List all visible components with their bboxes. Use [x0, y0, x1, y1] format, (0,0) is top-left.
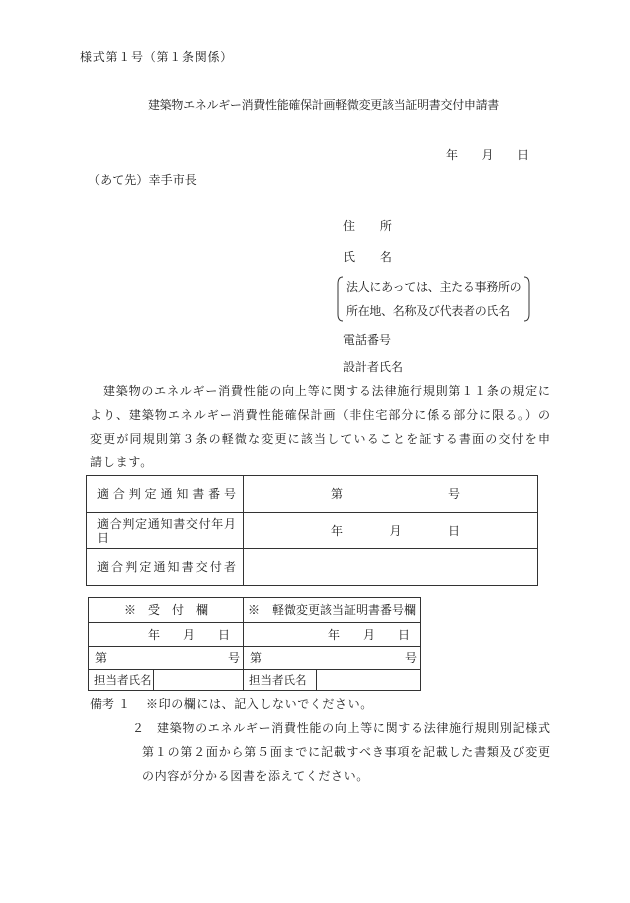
- reception-date-field: [148, 628, 230, 642]
- date-year-label: 年: [331, 523, 344, 538]
- date-month-label: 月: [182, 627, 195, 642]
- number-prefix: 第: [250, 651, 263, 665]
- note-number: １: [118, 697, 131, 711]
- date-year-label: 年: [446, 148, 459, 162]
- phone-label: 電話番号: [343, 333, 392, 347]
- notice-number-label-cell: [87, 476, 244, 513]
- reception-number-field: [89, 651, 243, 665]
- reception-number-cell: [89, 647, 244, 670]
- notice-number-field: [331, 487, 460, 501]
- note-number: ２: [132, 721, 145, 735]
- number-suffix: 号: [228, 651, 241, 665]
- notice-date-value-cell: [244, 513, 538, 549]
- note-text-line: の内容が分かる図書を添えてください。: [142, 769, 369, 783]
- date-day-label: 日: [516, 148, 529, 162]
- applicant-name-label: 氏 名: [343, 250, 393, 264]
- number-suffix: 号: [447, 487, 460, 501]
- date-day-label: 日: [447, 523, 460, 538]
- notice-date-label: 適合判定通知書交付年月日: [97, 516, 236, 545]
- office-header-row: [89, 598, 421, 623]
- notice-number-value-cell: [244, 476, 538, 513]
- applicant-address-label: 住 所: [343, 219, 393, 233]
- form-number: 様式第１号（第１条関係）: [80, 50, 234, 64]
- notice-issuer-row: [87, 549, 538, 586]
- designer-name-label: 設計者氏名: [343, 360, 404, 374]
- certificate-number-cell: [244, 647, 421, 670]
- note-text-line: ※印の欄には、記入しないでください。: [146, 697, 373, 711]
- certificate-staff-value-cell: [317, 670, 421, 691]
- notice-number-row: [87, 476, 538, 513]
- certificate-date-field: [328, 628, 410, 642]
- application-date: [446, 148, 529, 162]
- reception-staff-value-cell: [154, 670, 244, 691]
- date-year-label: 年: [328, 627, 341, 642]
- body-text-line: 請します。: [90, 455, 154, 469]
- office-date-row: [89, 623, 421, 647]
- office-staff-row: [89, 670, 421, 691]
- date-month-label: 月: [481, 148, 494, 162]
- date-day-label: 日: [217, 627, 230, 642]
- notice-issuer-label-cell: [87, 549, 244, 586]
- notes-heading: 備考: [90, 697, 115, 711]
- date-year-label: 年: [148, 627, 161, 642]
- date-day-label: 日: [397, 627, 410, 642]
- notice-issuer-value-cell: [244, 549, 538, 586]
- body-text-line: 変更が同規則第３条の軽微な変更に該当していることを証する書面の交付を申: [90, 432, 550, 446]
- date-month-label: 月: [363, 627, 376, 642]
- corporate-note-line: 法人にあっては、主たる事務所の: [346, 280, 522, 294]
- office-use-table: [88, 597, 421, 691]
- notice-issuer-label: 適合判定通知書交付者: [97, 560, 236, 574]
- reception-header: ※ 受 付 欄: [89, 598, 244, 623]
- number-prefix: 第: [331, 487, 344, 501]
- body-text-line: より、建築物エネルギー消費性能確保計画（非住宅部分に係る部分に限る。）の: [90, 408, 550, 422]
- notice-info-table: [86, 475, 538, 586]
- reception-staff-label: 担当者氏名: [89, 670, 154, 691]
- number-prefix: 第: [95, 651, 108, 665]
- body-text-line: 建築物のエネルギー消費性能の向上等に関する法律施行規則第１１条の規定に: [103, 384, 550, 398]
- note-text-line: 第１の第２面から第５面までに記載すべき事項を記載した書類及び変更: [142, 745, 550, 759]
- notice-date-row: [87, 513, 538, 549]
- corporate-note-line: 所在地、名称及び代表者の氏名: [346, 304, 510, 318]
- certificate-number-header: ※ 軽微変更該当証明書番号欄: [244, 598, 421, 623]
- certificate-number-field: [244, 651, 420, 665]
- certificate-date-cell: [244, 623, 421, 647]
- document-title: 建築物エネルギー消費性能確保計画軽微変更該当証明書交付申請書: [148, 98, 500, 112]
- notice-number-label: 適合判定通知書番号: [97, 487, 236, 501]
- reception-date-cell: [89, 623, 244, 647]
- certificate-staff-label: 担当者氏名: [244, 670, 317, 691]
- note-text-line: 建築物のエネルギー消費性能の向上等に関する法律施行規則別記様式: [157, 721, 550, 735]
- office-number-row: [89, 647, 421, 670]
- date-month-label: 月: [389, 523, 402, 538]
- notice-date-label-cell: [87, 513, 244, 549]
- number-suffix: 号: [405, 651, 418, 665]
- notice-date-field: [331, 524, 460, 538]
- addressee: （あて先）幸手市長: [88, 173, 197, 187]
